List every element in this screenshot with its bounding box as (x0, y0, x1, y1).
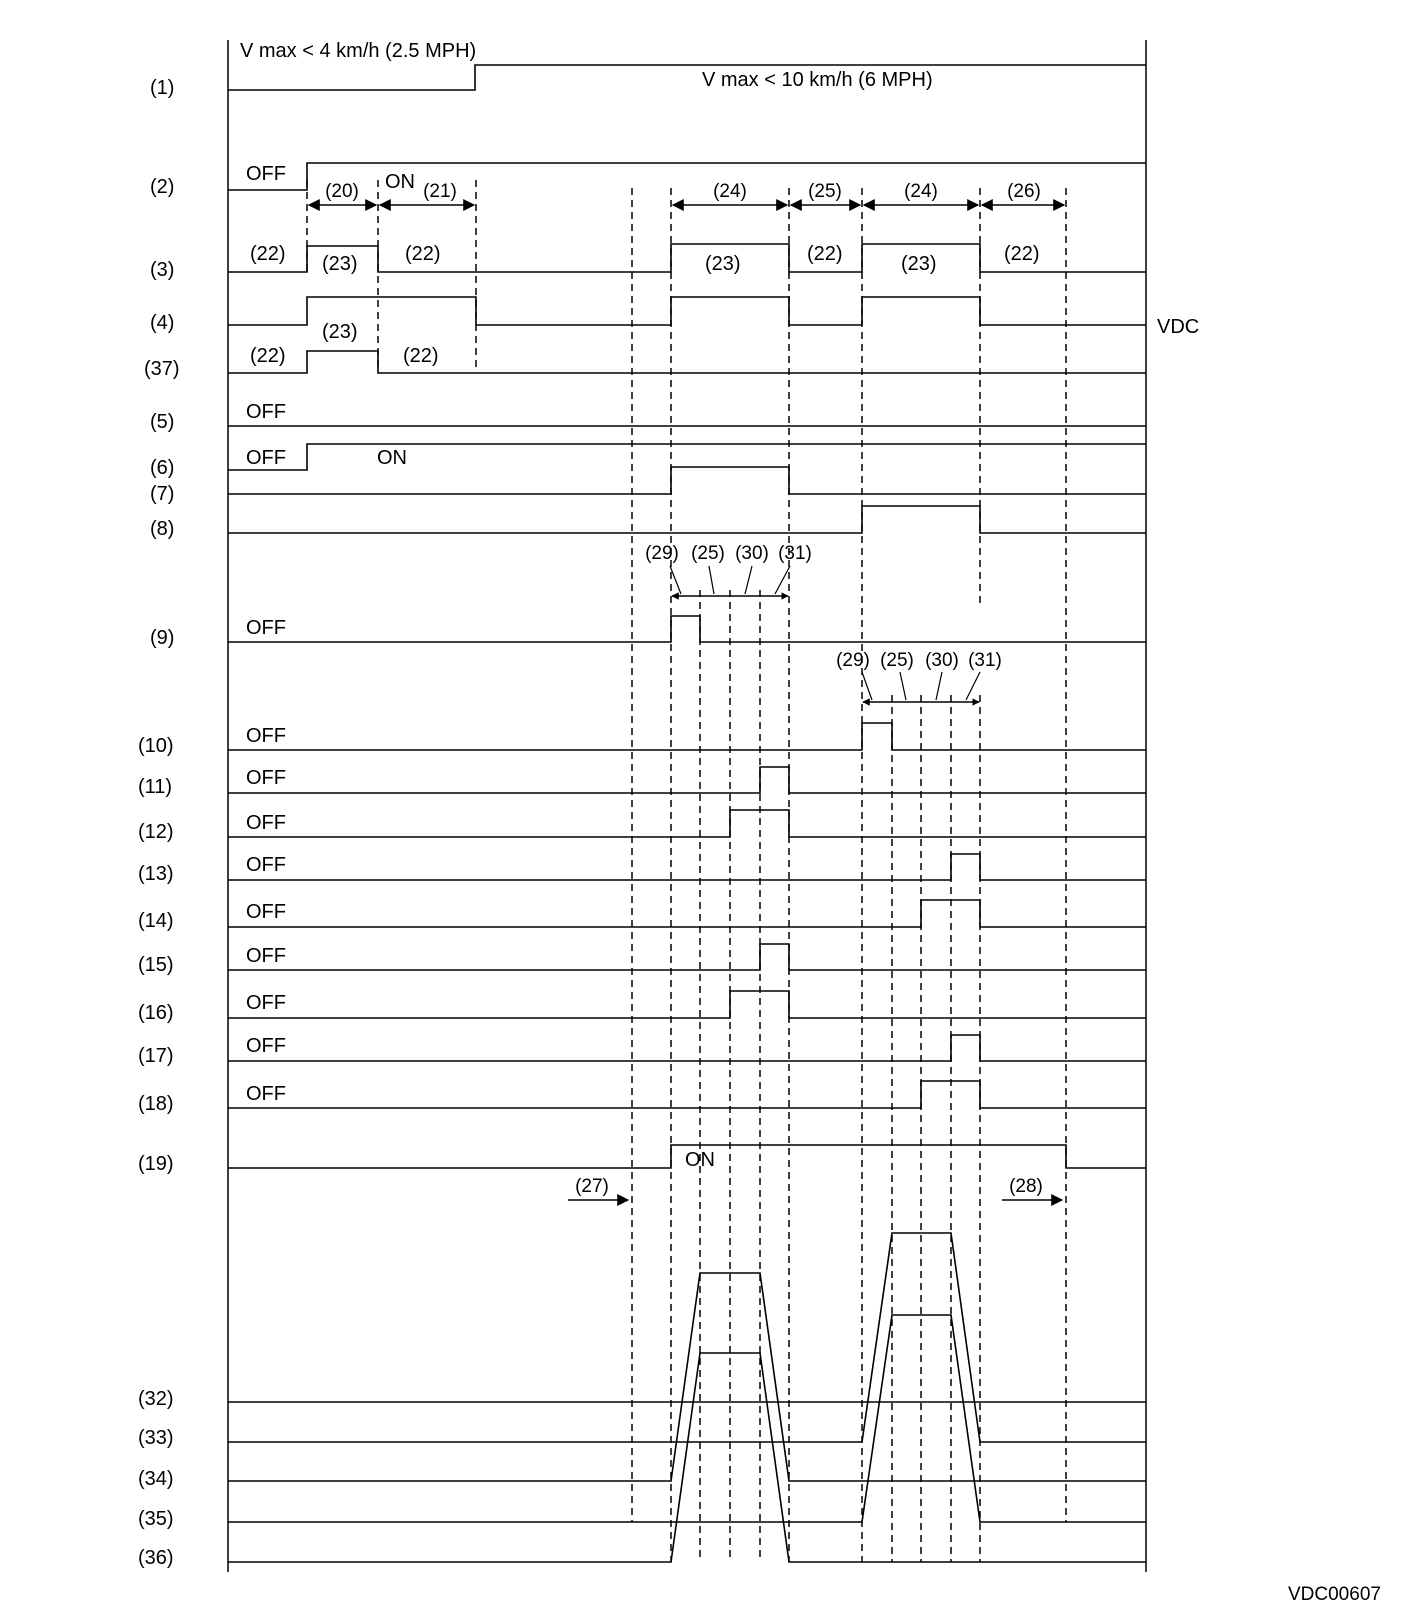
row2-on-label: ON (385, 171, 415, 193)
row12-off-label: OFF (246, 812, 286, 834)
row-label-3: (3) (150, 259, 175, 281)
leader-31a (775, 566, 790, 594)
signal-36 (228, 1353, 1146, 1562)
signal-7 (228, 467, 1146, 494)
signal-16 (228, 991, 1146, 1018)
row-labels (138, 77, 180, 1569)
row-label-4: (4) (150, 312, 175, 334)
row3-state-2: (23) (322, 253, 358, 275)
interval-labels (325, 181, 1043, 1197)
leader-lines (670, 566, 980, 700)
row-label-34: (34) (138, 1468, 174, 1490)
vdc-label: VDC (1157, 316, 1200, 338)
row-label-1: (1) (150, 77, 175, 99)
row-label-6: (6) (150, 457, 175, 479)
row-label-13: (13) (138, 863, 174, 885)
row13-off-label: OFF (246, 854, 286, 876)
signal-35 (228, 1315, 1146, 1522)
signal-17 (228, 1035, 1146, 1061)
row4-state-1: (23) (322, 321, 358, 343)
interval-28: (28) (1009, 1176, 1043, 1197)
row5-off-label: OFF (246, 401, 286, 423)
row-label-19: (19) (138, 1153, 174, 1175)
interval-20: (20) (325, 181, 359, 202)
row-label-5: (5) (150, 411, 175, 433)
row-label-32: (32) (138, 1388, 174, 1410)
signal-15 (228, 944, 1146, 970)
interval-24b: (24) (904, 181, 938, 202)
waveforms (228, 65, 1146, 1562)
row19-on-label: ON (685, 1149, 715, 1171)
time-markers (307, 180, 1066, 1562)
leader-25a (709, 566, 714, 594)
row6-off-label: OFF (246, 447, 286, 469)
interval-26: (26) (1007, 181, 1041, 202)
row3-state-3: (22) (405, 243, 441, 265)
interval-21: (21) (423, 181, 457, 202)
interval-25: (25) (808, 181, 842, 202)
row-label-33: (33) (138, 1427, 174, 1449)
row14-off-label: OFF (246, 901, 286, 923)
row-label-16: (16) (138, 1002, 174, 1024)
row17-off-label: OFF (246, 1035, 286, 1057)
vmax-high-label: V max < 10 km/h (6 MPH) (702, 69, 933, 91)
row-label-35: (35) (138, 1508, 174, 1530)
row18-off-label: OFF (246, 1083, 286, 1105)
signal-8 (228, 506, 1146, 533)
row-label-11: (11) (138, 776, 173, 798)
interval-30b: (30) (925, 650, 959, 671)
row-label-18: (18) (138, 1093, 174, 1115)
row-label-37: (37) (144, 358, 180, 380)
leader-25b (900, 672, 906, 700)
row37-state-2: (22) (403, 345, 439, 367)
row3-state-7: (22) (1004, 243, 1040, 265)
row37-state-1: (22) (250, 345, 286, 367)
interval-25b: (25) (880, 650, 914, 671)
signal-33 (228, 1233, 1146, 1442)
row3-state-4: (23) (705, 253, 741, 275)
row-label-8: (8) (150, 518, 175, 540)
interval-31a: (31) (778, 543, 812, 564)
leader-30a (745, 566, 752, 594)
signal-10 (228, 723, 1146, 750)
row-label-9: (9) (150, 627, 175, 649)
signal-12 (228, 810, 1146, 837)
row3-state-6: (23) (901, 253, 937, 275)
frame (228, 40, 1146, 1572)
interval-25a: (25) (691, 543, 725, 564)
row-label-17: (17) (138, 1045, 174, 1067)
interval-27: (27) (575, 1176, 609, 1197)
leader-31b (966, 672, 980, 700)
signal-37 (228, 351, 1146, 373)
row-label-36: (36) (138, 1547, 174, 1569)
signal-6 (228, 444, 1146, 470)
row-label-14: (14) (138, 910, 174, 932)
leader-30b (936, 672, 942, 700)
signal-11 (228, 767, 1146, 793)
row2-off-label: OFF (246, 163, 286, 185)
leader-29b (862, 672, 872, 700)
signal-13 (228, 854, 1146, 880)
row3-state-5: (22) (807, 243, 843, 265)
row-label-2: (2) (150, 176, 175, 198)
row10-off-label: OFF (246, 725, 286, 747)
row16-off-label: OFF (246, 992, 286, 1014)
row3-state-1: (22) (250, 243, 286, 265)
row-label-7: (7) (150, 483, 175, 505)
row6-on-label: ON (377, 447, 407, 469)
interval-31b: (31) (968, 650, 1002, 671)
signal-1 (228, 65, 1146, 90)
signal-14 (228, 900, 1146, 927)
row15-off-label: OFF (246, 945, 286, 967)
interval-29a: (29) (645, 543, 679, 564)
signal-9 (228, 616, 1146, 642)
row-label-15: (15) (138, 954, 174, 976)
interval-30a: (30) (735, 543, 769, 564)
row-label-12: (12) (138, 821, 174, 843)
interval-29b: (29) (836, 650, 870, 671)
vmax-low-label: V max < 4 km/h (2.5 MPH) (240, 40, 477, 62)
interval-24a: (24) (713, 181, 747, 202)
signal-18 (228, 1081, 1146, 1108)
row-label-10: (10) (138, 735, 174, 757)
row9-off-label: OFF (246, 617, 286, 639)
figure-id: VDC00607 (1288, 1584, 1381, 1605)
signal-4 (228, 297, 1146, 325)
row11-off-label: OFF (246, 767, 286, 789)
